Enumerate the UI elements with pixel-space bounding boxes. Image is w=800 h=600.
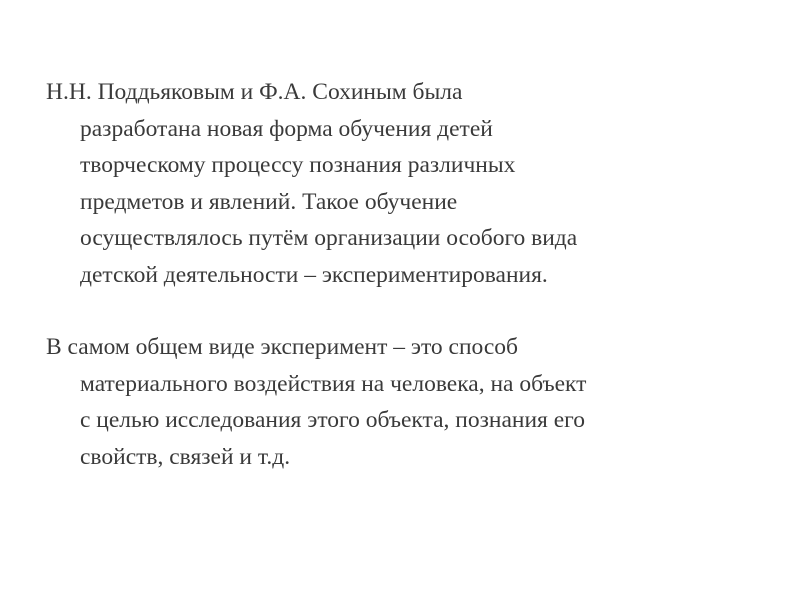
paragraph-1-line-5: осуществлялось путём организации особого вида [80, 225, 578, 251]
paragraph-1 [46, 74, 766, 293]
paragraph-2-line-3: с целью исследования этого объекта, познания его [80, 407, 585, 433]
paragraph-2-line-2: материального воздействия на человека, на объект [80, 370, 587, 397]
paragraph-1-line-6: детской деятельности – экспериментирования. [80, 261, 548, 288]
paragraph-1-line-1: Н.Н. Поддьяковым и Ф.А. Сохиным была [46, 79, 463, 105]
paragraph-2-line-4: свойств, связей и т.д. [80, 443, 291, 470]
paragraph-2-line-1: В самом общем виде эксперимент – это способ [46, 334, 519, 360]
paragraph-1-line-4: предметов и явлений. Такое обучение [80, 188, 458, 215]
paragraph-2 [46, 329, 766, 475]
paragraph-1-line-3: творческому процессу познания различных [80, 152, 516, 178]
slide-body [46, 74, 766, 511]
paragraph-1-line-2: разработана новая форма обучения детей [80, 115, 493, 142]
